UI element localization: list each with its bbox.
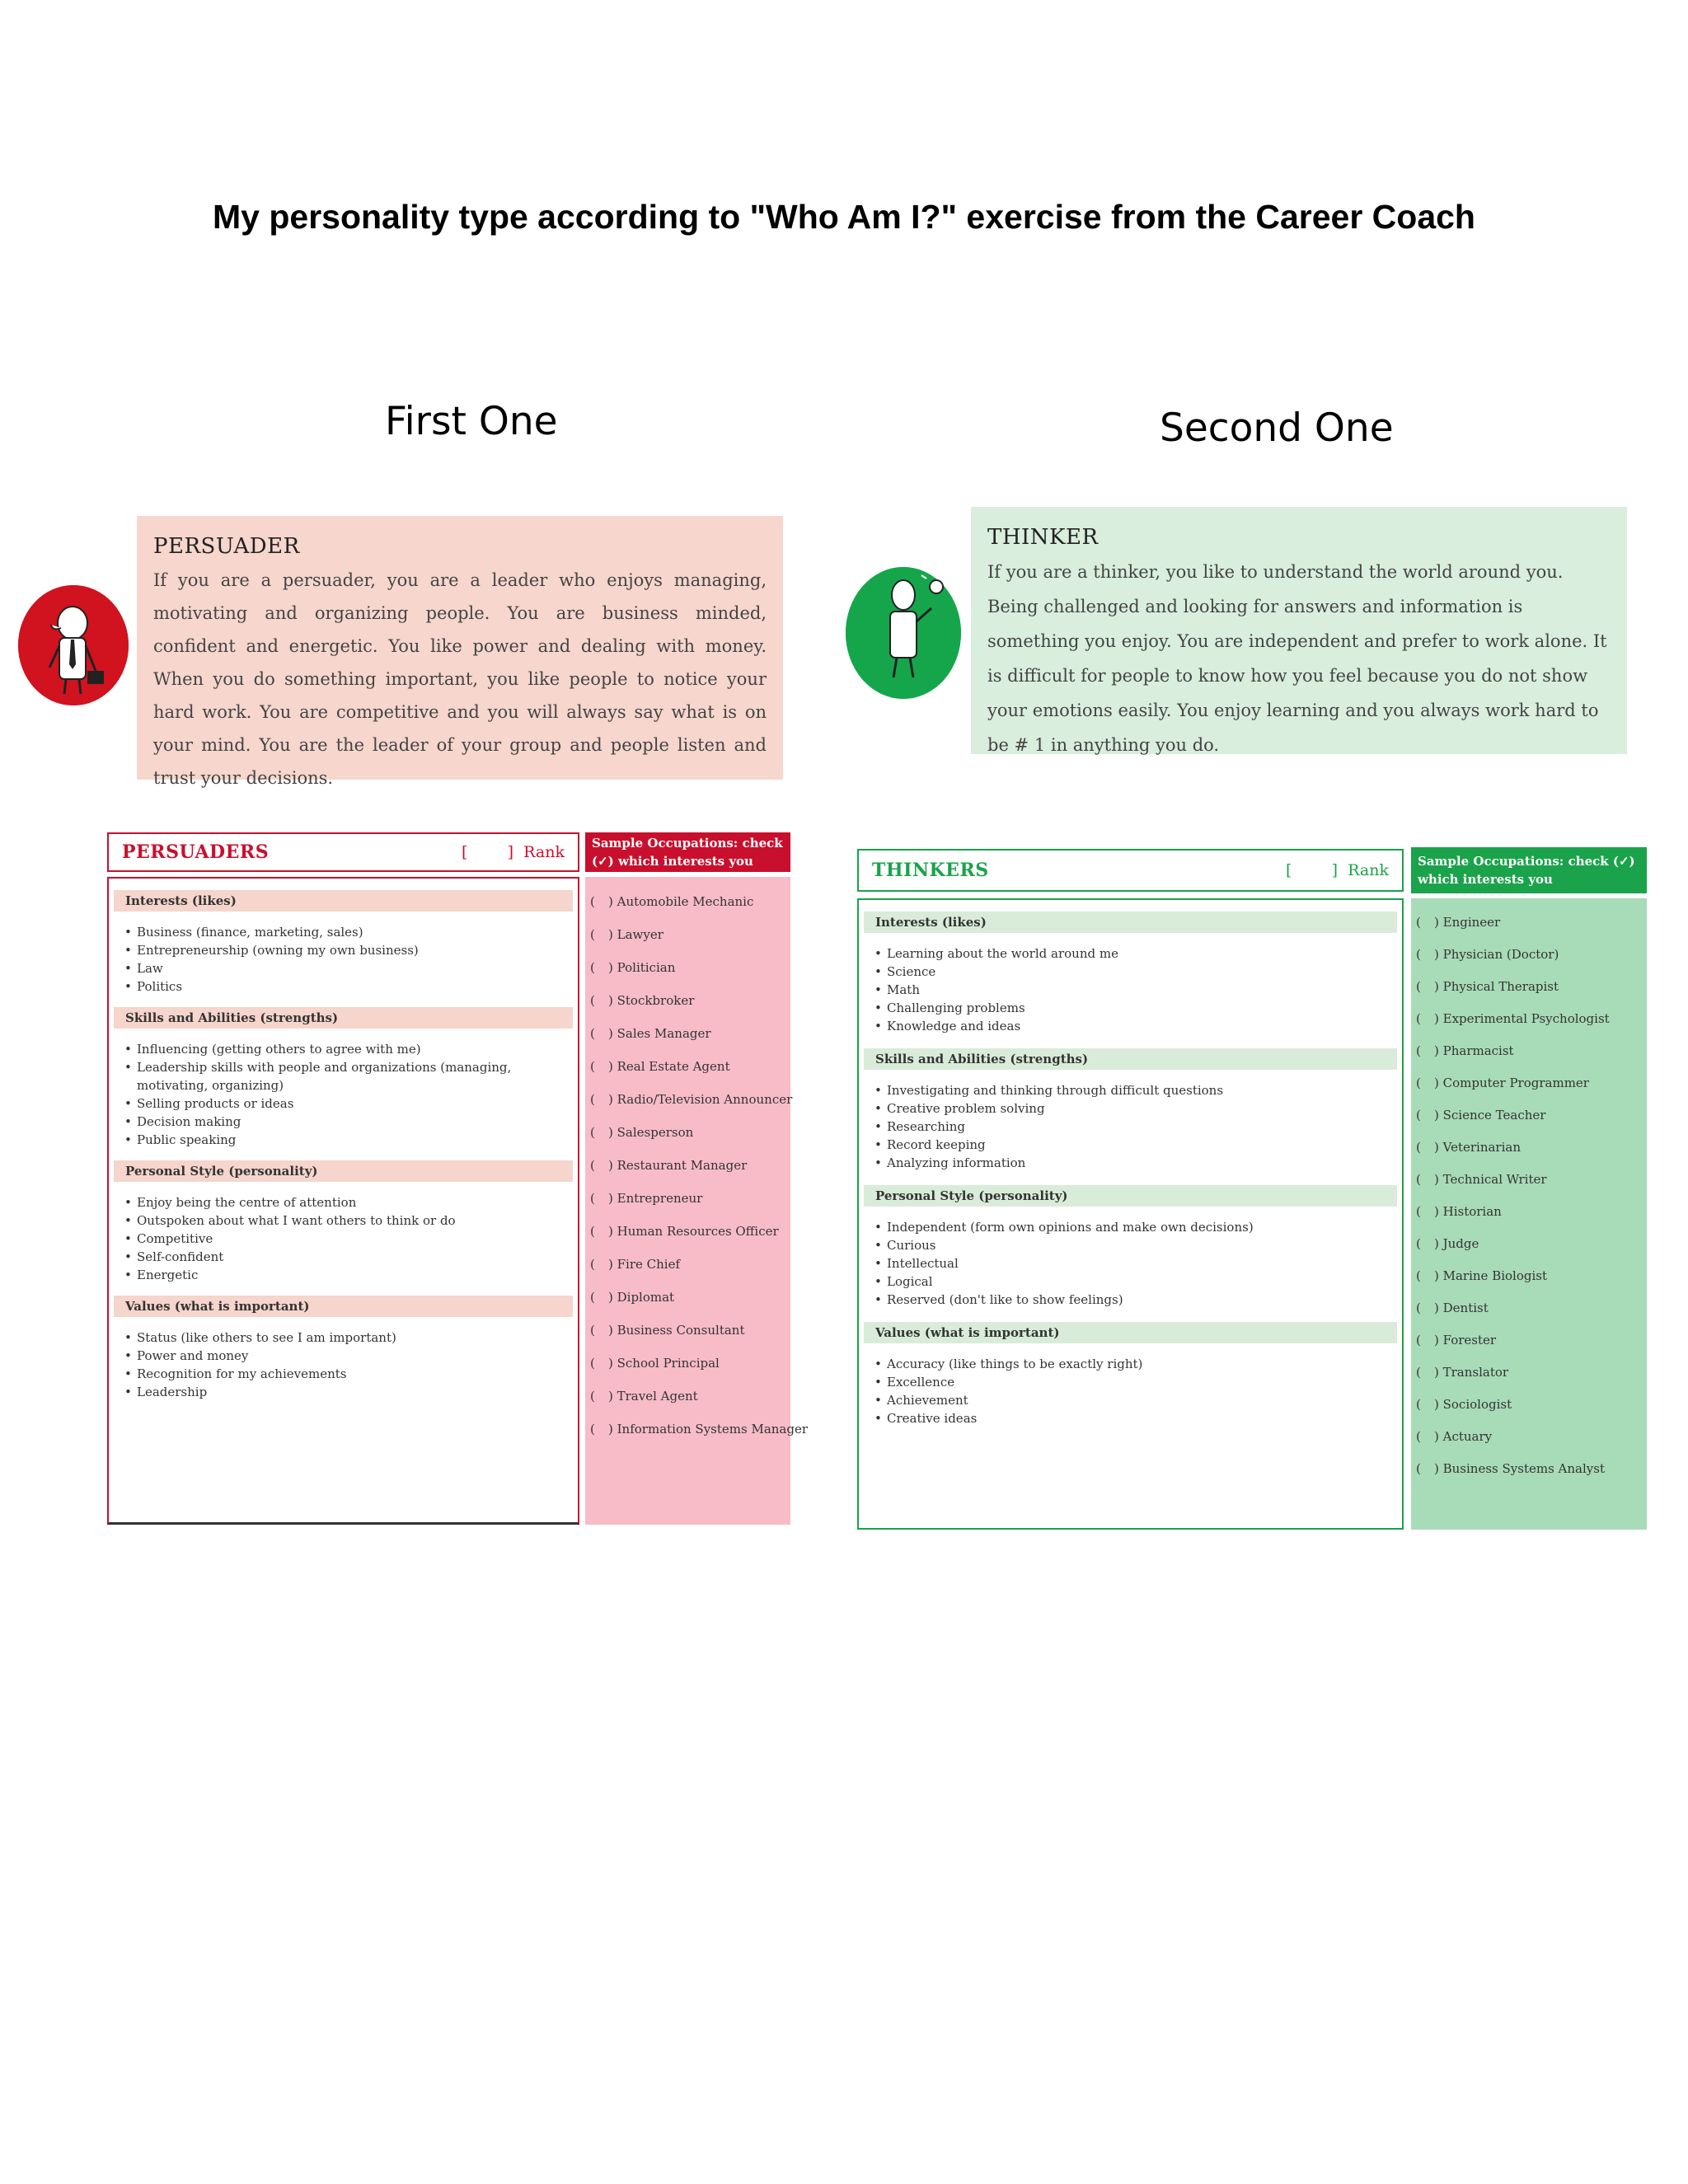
persuaders-rank-field[interactable]: [ ] Rank xyxy=(461,843,565,861)
section-item-list xyxy=(859,944,1402,1035)
occupation-checkbox-item[interactable] xyxy=(1416,1003,1642,1035)
occupation-label: Experimental Psychologist xyxy=(1442,1011,1610,1026)
list-item: • Math xyxy=(887,981,1402,999)
section-header: Skills and Abilities (strengths) xyxy=(114,1007,573,1029)
checkbox-icon[interactable]: ( xyxy=(1416,1011,1421,1026)
occupation-label: Science Teacher xyxy=(1442,1108,1546,1122)
section-item-list xyxy=(109,923,578,996)
checkbox-icon[interactable]: ( xyxy=(590,894,595,909)
checkbox-close-mark: ) xyxy=(1434,915,1443,930)
checkbox-close-mark: ) xyxy=(1434,1365,1443,1380)
section-header: Interests (likes) xyxy=(864,912,1397,933)
checkbox-close-mark: ) xyxy=(608,1191,617,1206)
list-item: • Public speaking xyxy=(137,1131,578,1149)
checkbox-icon[interactable]: ( xyxy=(1416,1461,1421,1476)
list-item: • Entrepreneurship (owning my own business) xyxy=(137,941,578,959)
occupation-checkbox-item[interactable] xyxy=(1416,1453,1642,1485)
list-item: • Recognition for my achievements xyxy=(137,1365,578,1383)
list-item: • Investigating and thinking through difficult questions xyxy=(887,1081,1402,1099)
occupation-checkbox-item[interactable] xyxy=(590,951,785,984)
checkbox-icon[interactable]: ( xyxy=(1416,915,1421,930)
list-item: • Researching xyxy=(887,1118,1402,1136)
occupation-checkbox-item[interactable] xyxy=(1416,1228,1642,1260)
page-title: My personality type according to "Who Am I?" exercise from the Career Coach xyxy=(213,198,1475,236)
checkbox-close-mark: ) xyxy=(1434,1268,1443,1283)
occupation-label: Politician xyxy=(617,960,676,975)
list-item: • Enjoy being the centre of attention xyxy=(137,1193,578,1212)
checkbox-icon[interactable]: ( xyxy=(590,993,595,1008)
section-item-list xyxy=(859,1081,1402,1172)
occupation-checkbox-item[interactable] xyxy=(1416,1292,1642,1324)
checkbox-close-mark: ) xyxy=(608,1422,617,1436)
checkbox-icon[interactable]: ( xyxy=(590,960,595,975)
occupation-checkbox-item[interactable] xyxy=(590,1149,785,1182)
section-header: Values (what is important) xyxy=(864,1322,1397,1343)
occupation-checkbox-item[interactable] xyxy=(590,1017,785,1050)
occupation-checkbox-item[interactable] xyxy=(590,1314,785,1347)
occupation-label: Actuary xyxy=(1442,1429,1493,1444)
occupation-checkbox-item[interactable] xyxy=(1416,971,1642,1003)
occupation-checkbox-item[interactable] xyxy=(590,1083,793,1116)
checkbox-icon[interactable]: ( xyxy=(1416,1236,1421,1251)
thinkers-checklist-title: THINKERS xyxy=(872,860,989,881)
list-item: • Curious xyxy=(887,1236,1402,1254)
persuader-description: If you are a persuader, you are a leader who enjoys managing, motivating and organizing people. You are business minded, confident and energetic. You like power and dealing with money. When you do something important, you like people to notice your hard work. You are competitive and you will always say what is on your mind. You are the leader of your group and people listen and trust your decisions. xyxy=(153,570,767,788)
thinker-description-box xyxy=(971,507,1627,754)
occupation-checkbox-item[interactable] xyxy=(590,1215,785,1248)
occupation-label: Forester xyxy=(1442,1333,1497,1347)
checkbox-close-mark: ) xyxy=(608,1257,617,1272)
occupation-label: Real Estate Agent xyxy=(617,1059,730,1074)
checkbox-close-mark: ) xyxy=(608,1224,617,1239)
occupation-checkbox-item[interactable] xyxy=(590,885,785,918)
checkbox-close-mark: ) xyxy=(1434,1301,1443,1315)
checkbox-icon[interactable]: ( xyxy=(590,1290,595,1305)
occupation-label: Entrepreneur xyxy=(617,1191,703,1206)
checkbox-icon[interactable]: ( xyxy=(590,1191,595,1206)
occupation-checkbox-item[interactable] xyxy=(590,1281,785,1314)
list-item: • Decision making xyxy=(137,1113,578,1131)
thinkers-checklist-header xyxy=(857,849,1404,892)
occupation-label: Veterinarian xyxy=(1442,1140,1522,1155)
checkbox-close-mark: ) xyxy=(1434,1043,1443,1058)
checkbox-icon[interactable]: ( xyxy=(1416,1429,1421,1444)
list-item: • Selling products or ideas xyxy=(137,1094,578,1113)
occupation-label: Judge xyxy=(1442,1236,1479,1251)
occupation-checkbox-item[interactable] xyxy=(1416,1035,1642,1067)
list-item: • Reserved (don't like to show feelings) xyxy=(887,1291,1402,1309)
list-item: • Self-confident xyxy=(137,1248,578,1266)
thinker-description: If you are a thinker, you like to understand the world around you. Being challenged and looking for answers and information is something you enjoy. You are independent and prefer to work alone. It is difficult for people to know how you feel because you do not show your emotions easily. You enjoy learning and you always work hard to be # 1 in anything you do. xyxy=(987,562,1607,755)
checkbox-close-mark: ) xyxy=(1434,947,1443,962)
list-item: • Achievement xyxy=(887,1391,1402,1409)
first-column-heading: First One xyxy=(385,399,558,444)
checkbox-close-mark: ) xyxy=(608,1092,617,1107)
occupation-checkbox-item[interactable] xyxy=(1416,907,1642,939)
occupation-checkbox-item[interactable] xyxy=(590,1248,785,1281)
list-item: • Outspoken about what I want others to think or do xyxy=(137,1212,578,1230)
occupation-checkbox-item[interactable] xyxy=(590,918,785,951)
section-header: Skills and Abilities (strengths) xyxy=(864,1048,1397,1070)
checkbox-close-mark: ) xyxy=(1434,1397,1443,1412)
occupation-checkbox-item[interactable] xyxy=(590,1050,785,1083)
occupation-checkbox-item[interactable] xyxy=(1416,1067,1642,1099)
section-item-list xyxy=(109,1329,578,1401)
checkbox-icon[interactable]: ( xyxy=(590,1125,595,1140)
list-item: • Analyzing information xyxy=(887,1154,1402,1172)
thinkers-occupations-list xyxy=(1411,898,1647,1530)
persuaders-occupations-list xyxy=(585,877,809,1525)
occupation-label: Dentist xyxy=(1442,1301,1489,1315)
list-item: • Energetic xyxy=(137,1266,578,1284)
checkbox-close-mark: ) xyxy=(1434,1429,1443,1444)
checkbox-close-mark: ) xyxy=(1434,1172,1443,1187)
occupation-checkbox-item[interactable] xyxy=(590,984,785,1017)
occupation-checkbox-item[interactable] xyxy=(1416,1421,1642,1453)
section-item-list xyxy=(109,1040,578,1149)
list-item: • Excellence xyxy=(887,1373,1402,1391)
persuaders-checklist-body xyxy=(107,877,579,1525)
list-item: • Leadership skills with people and organizations (managing, motivating, organizing) xyxy=(137,1058,578,1094)
checkbox-close-mark: ) xyxy=(1434,1204,1443,1219)
section-header: Interests (likes) xyxy=(114,890,573,912)
list-item: • Law xyxy=(137,959,578,977)
thinkers-occupations-header: Sample Occupations: check (✓) which interests you xyxy=(1411,847,1647,893)
occupation-checkbox-item[interactable] xyxy=(590,1380,785,1413)
occupation-checkbox-item[interactable] xyxy=(1416,1260,1642,1292)
checkbox-icon[interactable]: ( xyxy=(590,1257,595,1272)
occupation-label: Historian xyxy=(1442,1204,1502,1219)
persuaders-occupations-header: Sample Occupations: check (✓) which interests you xyxy=(585,832,790,872)
occupation-checkbox-item[interactable] xyxy=(1416,1164,1642,1196)
occupation-label: Human Resources Officer xyxy=(617,1224,779,1239)
checkbox-icon[interactable]: ( xyxy=(590,1389,595,1404)
occupation-label: Business Systems Analyst xyxy=(1442,1461,1605,1476)
occupation-checkbox-item[interactable] xyxy=(1416,1324,1642,1357)
checkbox-close-mark: ) xyxy=(1434,1461,1443,1476)
checkbox-close-mark: ) xyxy=(1434,1108,1443,1122)
checkbox-close-mark: ) xyxy=(608,960,617,975)
checkbox-icon[interactable]: ( xyxy=(1416,1140,1421,1155)
occupation-label: Information Systems Manager xyxy=(617,1422,809,1436)
occupation-label: Marine Biologist xyxy=(1442,1268,1548,1283)
occupation-label: Translator xyxy=(1442,1365,1509,1380)
section-item-list xyxy=(109,1193,578,1284)
checkbox-icon[interactable]: ( xyxy=(1416,1365,1421,1380)
occupation-checkbox-item[interactable] xyxy=(590,1116,785,1149)
thinkers-rank-field[interactable]: [ ] Rank xyxy=(1285,861,1389,879)
checkbox-icon[interactable]: ( xyxy=(1416,1268,1421,1283)
checkbox-close-mark: ) xyxy=(608,993,617,1008)
list-item: • Learning about the world around me xyxy=(887,944,1402,963)
thinker-heading: THINKER xyxy=(987,525,1099,550)
occupation-label: Travel Agent xyxy=(617,1389,698,1404)
persuaders-checklist-header xyxy=(107,832,579,872)
list-item: • Competitive xyxy=(137,1230,578,1248)
occupation-label: Sociologist xyxy=(1442,1397,1512,1412)
occupation-label: Diplomat xyxy=(617,1290,675,1305)
occupation-checkbox-item[interactable] xyxy=(1416,1099,1642,1132)
checkbox-close-mark: ) xyxy=(1434,1076,1443,1090)
checkbox-icon[interactable]: ( xyxy=(1416,1204,1421,1219)
section-header: Personal Style (personality) xyxy=(864,1185,1397,1207)
checkbox-close-mark: ) xyxy=(608,1158,617,1173)
thinker-figure-icon xyxy=(846,567,961,699)
occupation-checkbox-item[interactable] xyxy=(590,1413,809,1446)
occupation-label: Pharmacist xyxy=(1442,1043,1514,1058)
occupation-label: School Principal xyxy=(617,1356,720,1371)
list-item: • Business (finance, marketing, sales) xyxy=(137,923,578,941)
checkbox-close-mark: ) xyxy=(608,1059,617,1074)
checkbox-icon[interactable]: ( xyxy=(1416,1172,1421,1187)
checkbox-close-mark: ) xyxy=(608,1125,617,1140)
persuader-description-box xyxy=(137,516,783,788)
thinkers-checklist-body xyxy=(857,898,1404,1530)
section-item-list xyxy=(859,1218,1402,1309)
persuader-figure-icon xyxy=(18,585,129,705)
occupation-label: Sales Manager xyxy=(617,1026,711,1041)
persuader-heading: PERSUADER xyxy=(153,534,300,559)
checkbox-close-mark: ) xyxy=(608,1026,617,1041)
occupation-checkbox-item[interactable] xyxy=(1416,939,1642,971)
checkbox-close-mark: ) xyxy=(1434,1333,1443,1347)
occupation-checkbox-item[interactable] xyxy=(1416,1357,1642,1389)
occupation-label: Physician (Doctor) xyxy=(1442,947,1559,962)
occupation-label: Business Consultant xyxy=(617,1323,745,1338)
list-item: • Politics xyxy=(137,977,578,996)
list-item: • Creative ideas xyxy=(887,1409,1402,1427)
list-item: • Record keeping xyxy=(887,1136,1402,1154)
checkbox-close-mark: ) xyxy=(1434,979,1443,994)
occupation-label: Fire Chief xyxy=(617,1257,681,1272)
occupation-label: Restaurant Manager xyxy=(617,1158,748,1173)
checkbox-icon[interactable]: ( xyxy=(1416,947,1421,962)
list-item: • Intellectual xyxy=(887,1254,1402,1272)
list-item: • Power and money xyxy=(137,1347,578,1365)
occupation-checkbox-item[interactable] xyxy=(1416,1132,1642,1164)
checkbox-close-mark: ) xyxy=(1434,1236,1443,1251)
checkbox-close-mark: ) xyxy=(608,894,617,909)
list-item: • Creative problem solving xyxy=(887,1099,1402,1118)
checkbox-close-mark: ) xyxy=(608,1356,617,1371)
checkbox-icon[interactable]: ( xyxy=(1416,1301,1421,1315)
persuaders-checklist-title: PERSUADERS xyxy=(122,841,270,863)
checkbox-icon[interactable]: ( xyxy=(590,1224,595,1239)
occupation-checkbox-item[interactable] xyxy=(590,1347,785,1380)
list-item: • Independent (form own opinions and make own decisions) xyxy=(887,1218,1402,1236)
checkbox-icon[interactable]: ( xyxy=(1416,1333,1421,1347)
list-item: • Knowledge and ideas xyxy=(887,1017,1402,1035)
section-header: Values (what is important) xyxy=(114,1296,573,1317)
checkbox-icon[interactable]: ( xyxy=(1416,1043,1421,1058)
checkbox-icon[interactable]: ( xyxy=(590,1422,595,1436)
section-item-list xyxy=(859,1355,1402,1427)
checkbox-close-mark: ) xyxy=(1434,1011,1443,1026)
second-column-heading: Second One xyxy=(1160,405,1394,451)
checkbox-icon[interactable]: ( xyxy=(590,1092,595,1107)
occupation-label: Automobile Mechanic xyxy=(617,894,754,909)
checkbox-icon[interactable]: ( xyxy=(590,1356,595,1371)
checkbox-close-mark: ) xyxy=(608,1290,617,1305)
list-item: • Accuracy (like things to be exactly right) xyxy=(887,1355,1402,1373)
occupation-label: Engineer xyxy=(1442,915,1501,930)
occupation-checkbox-item[interactable] xyxy=(1416,1196,1642,1228)
list-item: • Science xyxy=(887,963,1402,981)
occupation-label: Computer Programmer xyxy=(1442,1076,1589,1090)
checkbox-close-mark: ) xyxy=(608,1323,617,1338)
occupation-label: Lawyer xyxy=(617,927,663,942)
checkbox-close-mark: ) xyxy=(608,927,617,942)
checkbox-icon[interactable]: ( xyxy=(1416,979,1421,994)
checkbox-icon[interactable]: ( xyxy=(590,1026,595,1041)
list-item: • Logical xyxy=(887,1272,1402,1291)
checkbox-icon[interactable]: ( xyxy=(590,1158,595,1173)
occupation-label: Radio/Television Announcer xyxy=(617,1092,793,1107)
list-item: • Status (like others to see I am important) xyxy=(137,1329,578,1347)
occupation-label: Salesperson xyxy=(617,1125,694,1140)
occupation-checkbox-item[interactable] xyxy=(590,1182,785,1215)
list-item: • Leadership xyxy=(137,1383,578,1401)
checkbox-icon[interactable]: ( xyxy=(590,1059,595,1074)
occupation-label: Physical Therapist xyxy=(1442,979,1559,994)
occupation-label: Technical Writer xyxy=(1442,1172,1547,1187)
checkbox-close-mark: ) xyxy=(608,1389,617,1404)
section-header: Personal Style (personality) xyxy=(114,1160,573,1182)
checkbox-close-mark: ) xyxy=(1434,1140,1443,1155)
checkbox-icon[interactable]: ( xyxy=(590,1323,595,1338)
list-item: • Challenging problems xyxy=(887,999,1402,1017)
checkbox-icon[interactable]: ( xyxy=(1416,1108,1421,1122)
checkbox-icon[interactable]: ( xyxy=(1416,1076,1421,1090)
occupation-checkbox-item[interactable] xyxy=(1416,1389,1642,1421)
list-item: • Influencing (getting others to agree with me) xyxy=(137,1040,578,1058)
occupation-label: Stockbroker xyxy=(617,993,695,1008)
checkbox-icon[interactable]: ( xyxy=(1416,1397,1421,1412)
checkbox-icon[interactable]: ( xyxy=(590,927,595,942)
